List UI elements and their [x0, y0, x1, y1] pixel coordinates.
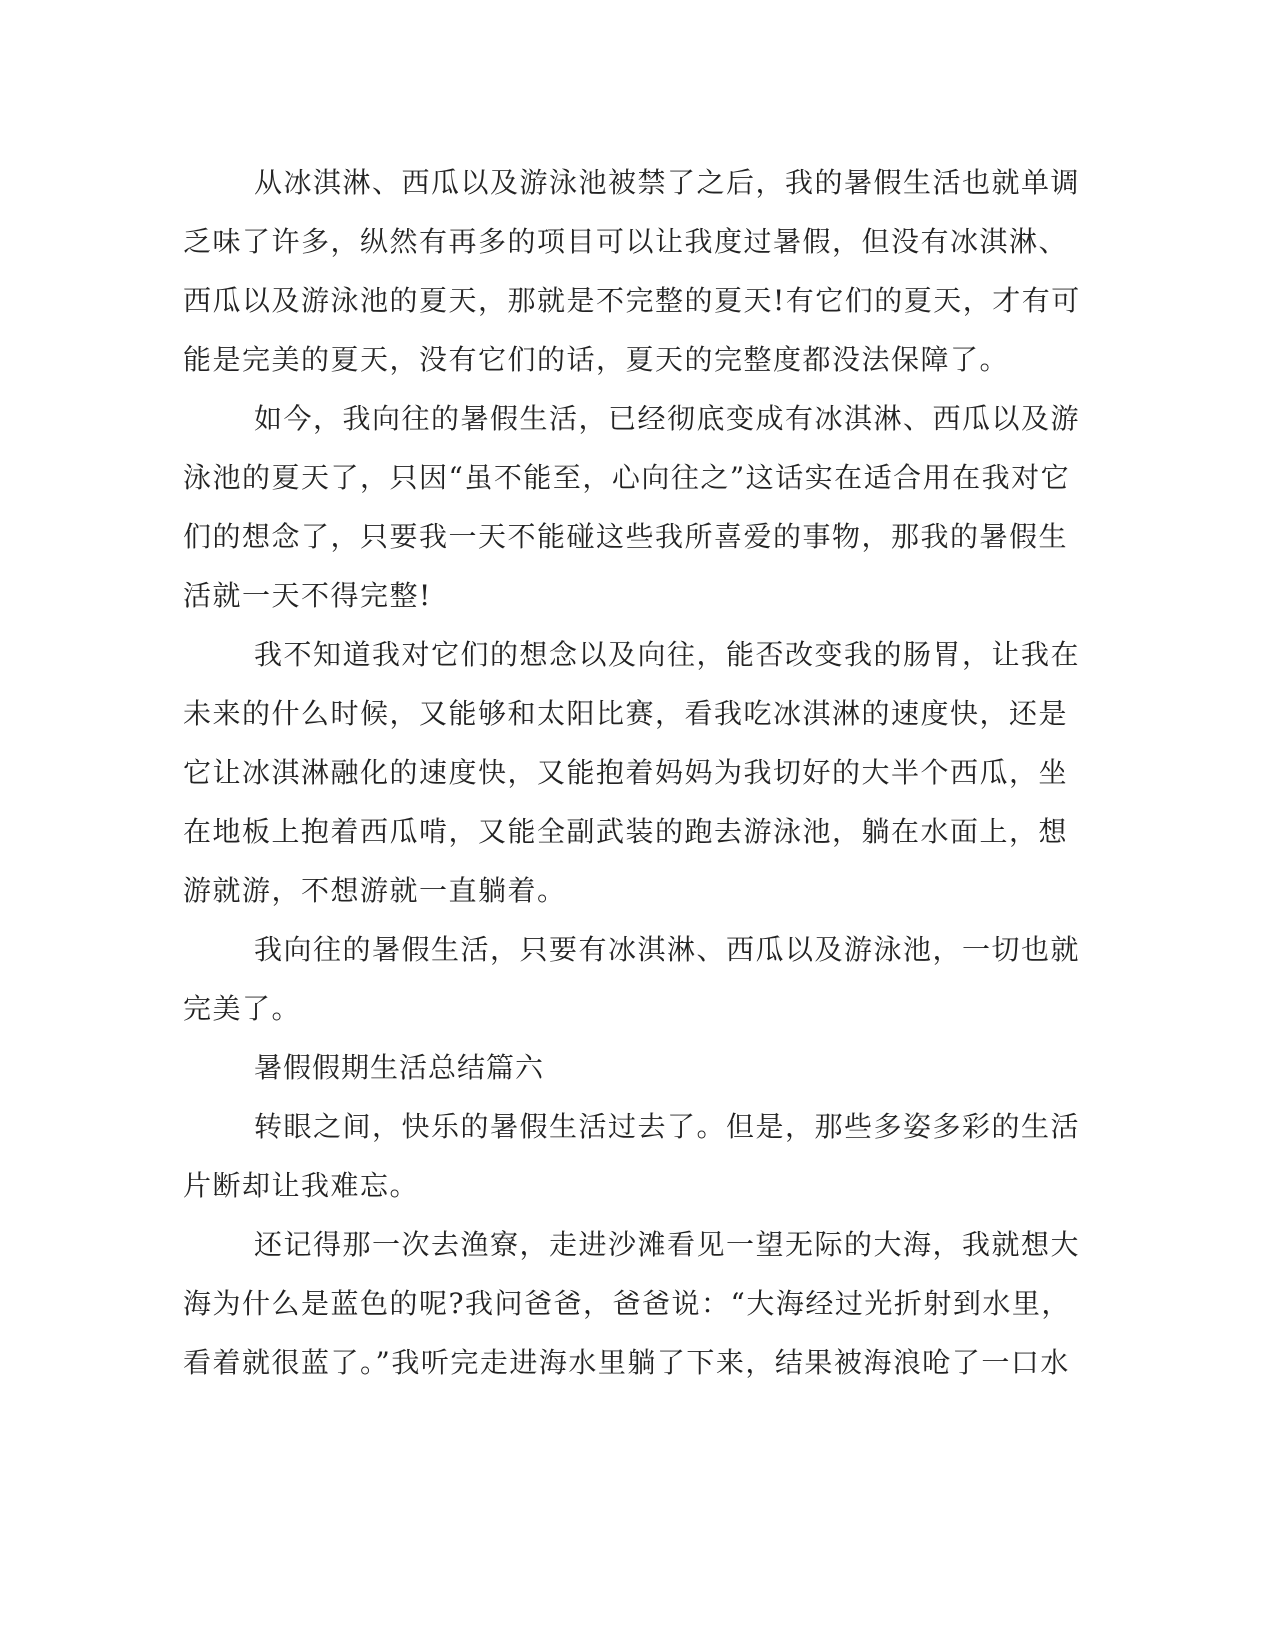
text-line: 未来的什么时候，又能够和太阳比赛，看我吃冰淇淋的速度快，还是: [183, 697, 1069, 730]
text-line: 片断却让我难忘。: [183, 1169, 420, 1202]
text-line: 我不知道我对它们的想念以及向往，能否改变我的肠胃，让我在: [254, 638, 1081, 671]
text-line: 还记得那一次去渔寮，走进沙滩看见一望无际的大海，我就想大: [254, 1228, 1081, 1261]
text-line: 如今，我向往的暑假生活，已经彻底变成有冰淇淋、西瓜以及游: [254, 402, 1081, 435]
text-line: 看着就很蓝了。”我听完走进海水里躺了下来，结果被海浪呛了一口水: [183, 1346, 1070, 1379]
paragraph-2: [183, 389, 1081, 625]
text-line: 它让冰淇淋融化的速度快，又能抱着妈妈为我切好的大半个西瓜，坐: [183, 756, 1069, 789]
paragraph-6: [183, 1215, 1081, 1392]
text-line: 完美了。: [183, 992, 302, 1025]
text-line: 乏味了许多，纵然有再多的项目可以让我度过暑假，但没有冰淇淋、: [183, 225, 1069, 258]
section-heading: 暑假假期生活总结篇六: [254, 1051, 545, 1084]
paragraph-5: [183, 1097, 1081, 1215]
text-line: 我向往的暑假生活，只要有冰淇淋、西瓜以及游泳池，一切也就: [254, 933, 1081, 966]
text-line: 在地板上抱着西瓜啃，又能全副武装的跑去游泳池，躺在水面上，想: [183, 815, 1069, 848]
paragraph-4: [183, 920, 1081, 1038]
paragraph-1: [183, 153, 1081, 389]
text-line: 活就一天不得完整!: [183, 579, 432, 612]
text-line: 西瓜以及游泳池的夏天，那就是不完整的夏天!有它们的夏天，才有可: [183, 284, 1081, 317]
paragraph-3: [183, 625, 1081, 920]
text-line: 从冰淇淋、西瓜以及游泳池被禁了之后，我的暑假生活也就单调: [254, 166, 1081, 199]
text-line: 海为什么是蓝色的呢?我问爸爸，爸爸说：“大海经过光折射到水里，: [183, 1287, 1071, 1320]
text-line: 能是完美的夏天，没有它们的话，夏天的完整度都没法保障了。: [183, 343, 1010, 376]
text-line: 们的想念了，只要我一天不能碰这些我所喜爱的事物，那我的暑假生: [183, 520, 1069, 553]
text-line: 泳池的夏天了，只因“虽不能至，心向往之”这话实在适合用在我对它: [183, 461, 1071, 494]
text-line: 转眼之间，快乐的暑假生活过去了。但是，那些多姿多彩的生活: [254, 1110, 1081, 1143]
text-line: 游就游，不想游就一直躺着。: [183, 874, 567, 907]
document-body: [183, 153, 1081, 1392]
